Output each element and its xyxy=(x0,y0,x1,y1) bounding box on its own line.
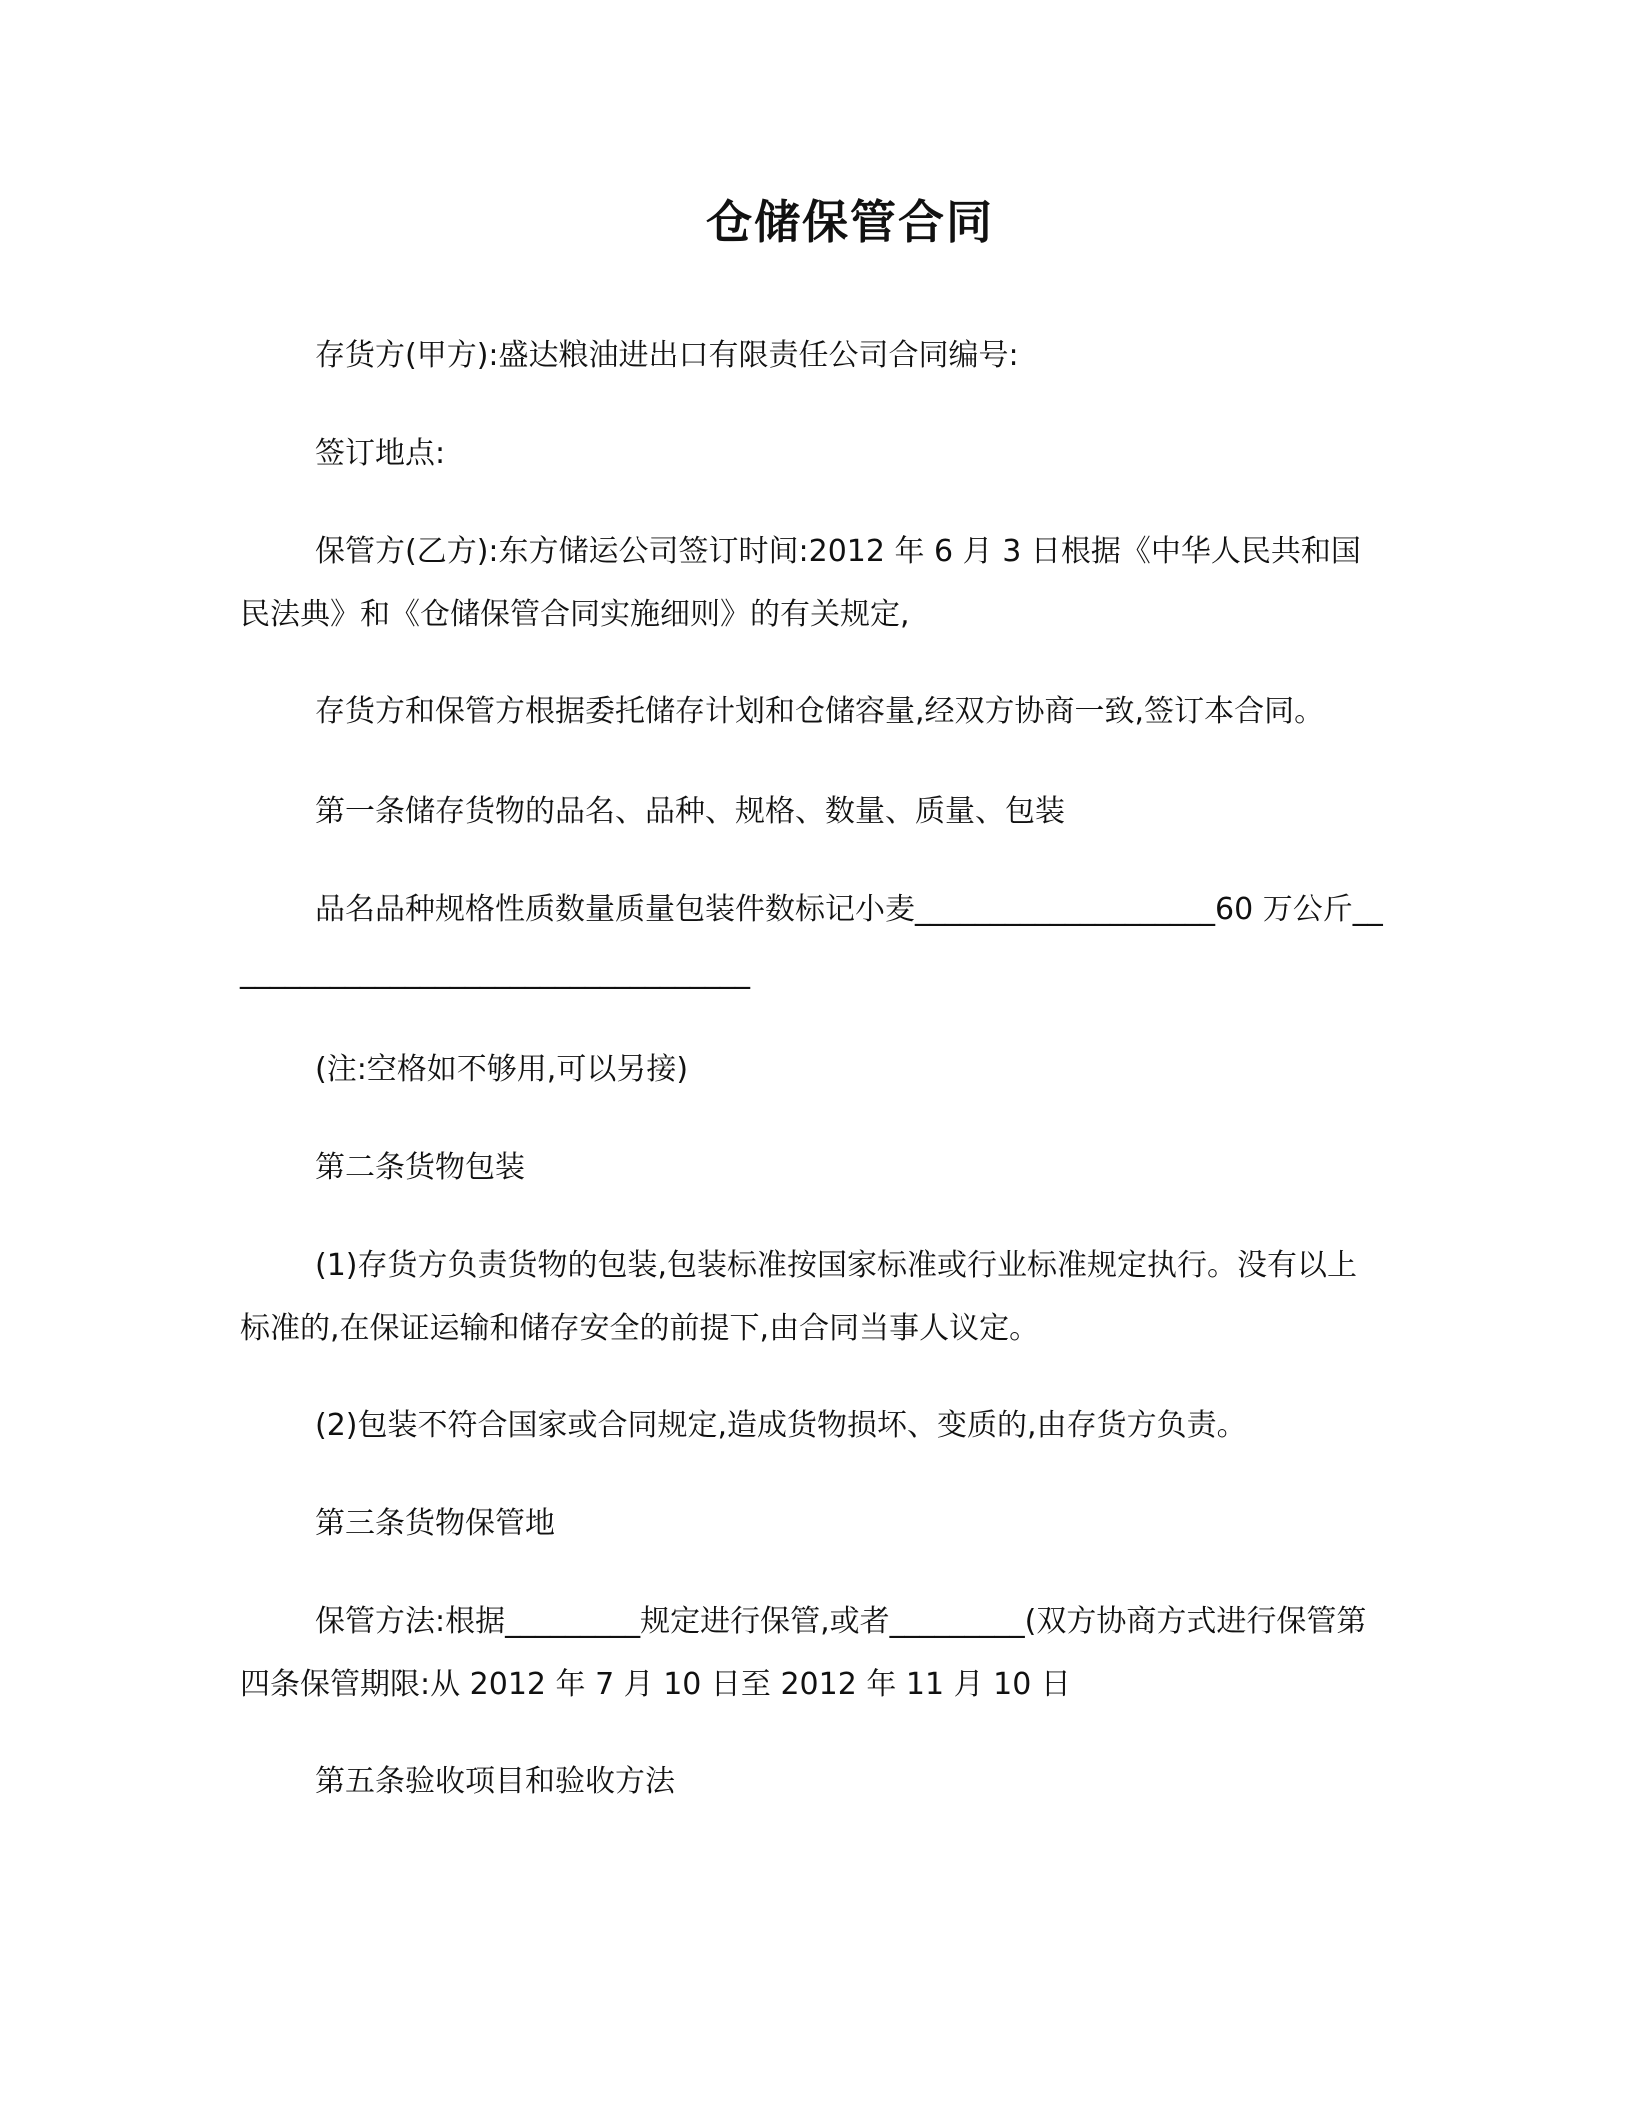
party-a-line: 存货方(甲方):盛达粮油进出口有限责任公司合同编号: xyxy=(315,338,1019,373)
agreement-line: 存货方和保管方根据委托储存计划和仓储容量,经双方协商一致,签订本合同。 xyxy=(315,694,1325,729)
packaging-clause-2: (2)包装不符合国家或合同规定,造成货物损坏、变质的,由存货方负责。 xyxy=(315,1408,1247,1443)
article-2-heading: 第二条货物包装 xyxy=(315,1150,525,1185)
article-3-heading: 第三条货物保管地 xyxy=(315,1506,555,1541)
party-b-line: 保管方(乙方):东方储运公司签订时间:2012 年 6 月 3 日根据《中华人民共和国民法典》和《仓储保管合同实施细则》的有关规定, xyxy=(240,534,1361,632)
packaging-clause-1: (1)存货方负责货物的包装,包装标准按国家标准或行业标准规定执行。没有以上标准的,在保证运输和储存安全的前提下,由合同当事人议定。 xyxy=(240,1248,1358,1346)
signing-place-line: 签订地点: xyxy=(315,436,446,471)
note-line: (注:空格如不够用,可以另接) xyxy=(315,1052,689,1087)
storage-method-line: 保管方法:根据_________规定进行保管,或者_________(双方协商方式进行保管第四条保管期限:从 2012 年 7 月 10 日至 2012 年 11 月 10 日 xyxy=(240,1604,1367,1702)
article-5-heading: 第五条验收项目和验收方法 xyxy=(315,1764,675,1799)
document-title: 仓储保管合同 xyxy=(706,195,994,249)
goods-table-line: 品名品种规格性质数量质量包装件数标记小麦____________________60 万公斤____________________________________ xyxy=(240,892,1383,990)
article-1-heading: 第一条储存货物的品名、品种、规格、数量、质量、包装 xyxy=(315,794,1065,829)
